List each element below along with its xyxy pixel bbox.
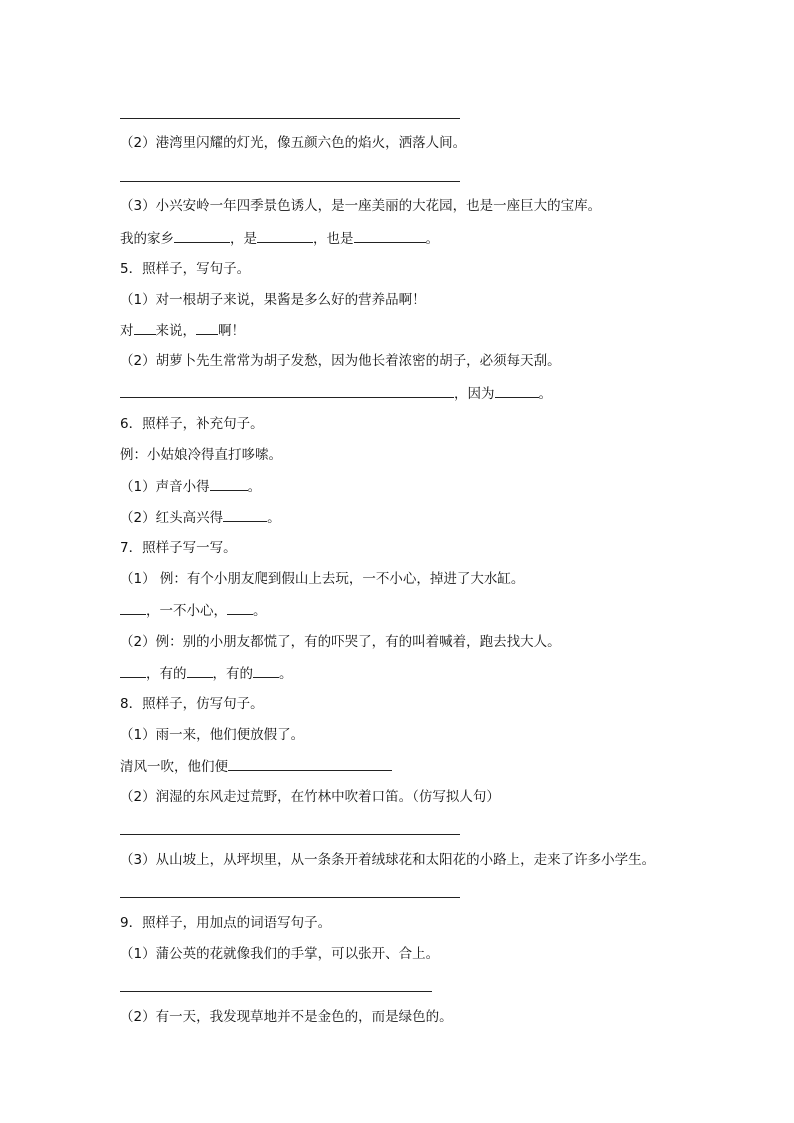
text-fragment: 来说， xyxy=(155,323,196,339)
question-heading: 7．照样子写一写。 xyxy=(120,540,237,556)
text-fragment: （1）声音小得 xyxy=(120,479,210,495)
text-fragment: （2）红头高兴得 xyxy=(120,510,224,526)
question-heading: 5．照样子，写句子。 xyxy=(120,261,251,277)
blank-field[interactable] xyxy=(134,320,156,335)
text-fragment: 清风一吹，他们便 xyxy=(120,759,228,775)
exercise-item: （1）对一根胡子来说，果酱是多么好的营养品啊！ xyxy=(120,292,426,308)
blank-field[interactable] xyxy=(120,383,454,398)
fill-in-sentence xyxy=(120,320,245,341)
blank-field[interactable] xyxy=(227,600,253,615)
fill-in-sentence xyxy=(120,383,552,404)
example-sentence: 例：小姑娘冷得直打哆嗦。 xyxy=(120,447,282,463)
text-fragment: ，也是 xyxy=(313,231,354,247)
text-fragment: 啊！ xyxy=(218,323,245,339)
blank-field[interactable] xyxy=(120,663,146,678)
blank-field[interactable] xyxy=(223,507,267,522)
exercise-item: （1）蒲公英的花就像我们的手掌，可以张开、合上。 xyxy=(120,946,440,962)
question-heading: 8．照样子，仿写句子。 xyxy=(120,696,264,712)
blank-field[interactable] xyxy=(210,476,248,491)
text-fragment: 。 xyxy=(253,603,267,619)
fill-in-sentence xyxy=(120,228,439,249)
exercise-item: （3）小兴安岭一年四季景色诱人，是一座美丽的大花园，也是一座巨大的宝库。 xyxy=(120,198,602,214)
blank-field[interactable] xyxy=(253,663,279,678)
answer-line[interactable] xyxy=(120,118,460,119)
text-fragment: ，一不小心， xyxy=(146,603,227,619)
blank-field[interactable] xyxy=(120,600,146,615)
exercise-item: （2）有一天，我发现草地并不是金色的，而是绿色的。 xyxy=(120,1009,453,1025)
blank-field[interactable] xyxy=(228,756,392,771)
text-fragment: ，有的 xyxy=(212,666,253,682)
question-heading: 6．照样子，补充句子。 xyxy=(120,416,264,432)
text-fragment: ，有的 xyxy=(146,666,187,682)
answer-line[interactable] xyxy=(120,834,460,835)
exercise-item: （2）润湿的东风走过荒野，在竹林中吹着口笛。（仿写拟人句） xyxy=(120,789,500,805)
text-fragment: 。 xyxy=(279,666,293,682)
text-fragment: 。 xyxy=(267,510,281,526)
blank-field[interactable] xyxy=(174,228,230,243)
text-fragment: 对 xyxy=(120,323,134,339)
exercise-item: （2）胡萝卜先生常常为胡子发愁，因为他长着浓密的胡子，必须每天刮。 xyxy=(120,353,561,369)
blank-field[interactable] xyxy=(354,228,426,243)
text-fragment: 我的家乡 xyxy=(120,231,174,247)
fill-in-sentence xyxy=(120,663,293,684)
blank-field[interactable] xyxy=(257,228,313,243)
text-fragment: ，是 xyxy=(230,231,257,247)
exercise-item: （3）从山坡上，从坪坝里，从一条条开着绒球花和太阳花的小路上，走来了许多小学生。 xyxy=(120,852,656,868)
exercise-item: （2）例：别的小朋友都慌了，有的吓哭了，有的叫着喊着，跑去找大人。 xyxy=(120,634,561,650)
blank-field[interactable] xyxy=(187,663,213,678)
text-fragment: 。 xyxy=(247,479,262,495)
exercise-item: （1） 例：有个小朋友爬到假山上去玩，一不小心，掉进了大水缸。 xyxy=(120,571,525,587)
exercise-item: （2）港湾里闪耀的灯光，像五颜六色的焰火，洒落人间。 xyxy=(120,135,467,151)
blank-field[interactable] xyxy=(196,320,218,335)
fill-in-sentence xyxy=(120,507,281,528)
exercise-item: （1）雨一来，他们便放假了。 xyxy=(120,727,305,743)
fill-in-sentence xyxy=(120,756,392,777)
text-fragment: 。 xyxy=(538,386,552,402)
blank-field[interactable] xyxy=(495,383,539,398)
fill-in-sentence xyxy=(120,476,261,497)
answer-line[interactable] xyxy=(120,897,460,898)
answer-line[interactable] xyxy=(120,181,460,182)
text-fragment: 。 xyxy=(425,231,439,247)
fill-in-sentence xyxy=(120,600,267,621)
text-fragment: ，因为 xyxy=(454,386,495,402)
question-heading: 9．照样子，用加点的词语写句子。 xyxy=(120,915,332,931)
answer-line[interactable] xyxy=(120,991,432,992)
